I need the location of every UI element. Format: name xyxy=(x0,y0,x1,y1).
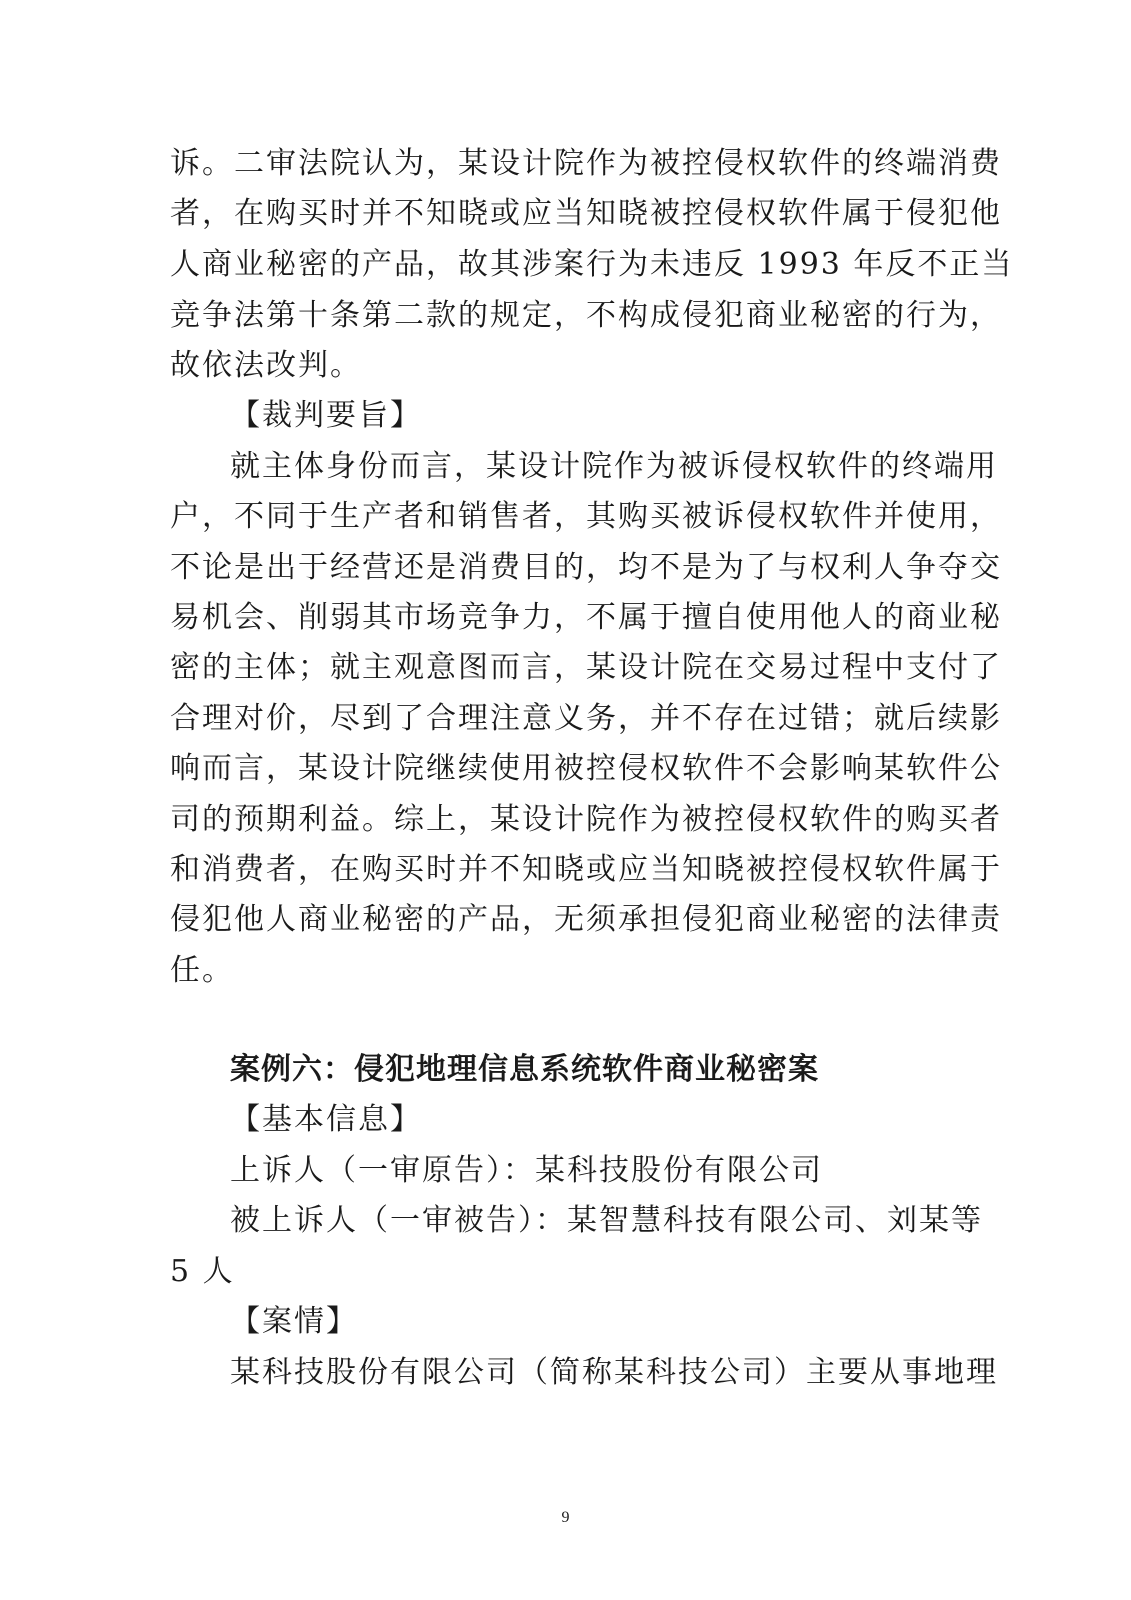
body-text-line: 者，在购买时并不知晓或应当知晓被控侵权软件属于侵犯他 xyxy=(170,196,1002,231)
body-text-line: 任。 xyxy=(170,953,234,988)
body-text-line: 故依法改判。 xyxy=(170,348,362,383)
body-text-line: 司的预期利益。综上，某设计院作为被控侵权软件的购买者 xyxy=(170,802,1002,837)
body-text-line: 和消费者，在购买时并不知晓或应当知晓被控侵权软件属于 xyxy=(170,852,1002,887)
body-text-line: 易机会、削弱其市场竞争力，不属于擅自使用他人的商业秘 xyxy=(170,600,1002,635)
appellee-line-continuation: 5 人 xyxy=(170,1254,235,1289)
body-text-line: 诉。二审法院认为，某设计院作为被控侵权软件的终端消费 xyxy=(170,146,1002,181)
body-text-line: 不论是出于经营还是消费目的，均不是为了与权利人争夺交 xyxy=(170,550,1002,585)
body-text-line: 户，不同于生产者和销售者，其购买被诉侵权软件并使用， xyxy=(170,499,1002,534)
page-number: 9 xyxy=(561,1509,570,1526)
appellant-line: 上诉人（一审原告）：某科技股份有限公司 xyxy=(230,1153,823,1188)
body-text-line: 就主体身份而言，某设计院作为被诉侵权软件的终端用 xyxy=(230,449,998,484)
section-label-basic-info: 【基本信息】 xyxy=(230,1102,422,1137)
section-label-case-facts: 【案情】 xyxy=(230,1304,358,1339)
body-text-line: 竞争法第十条第二款的规定，不构成侵犯商业秘密的行为， xyxy=(170,298,1002,333)
case-six-heading: 案例六：侵犯地理信息系统软件商业秘密案 xyxy=(230,1052,819,1087)
body-text-line: 密的主体；就主观意图而言，某设计院在交易过程中支付了 xyxy=(170,650,1002,685)
appellee-line: 被上诉人（一审被告）：某智慧科技有限公司、刘某等 xyxy=(230,1203,983,1238)
body-text-line: 合理对价，尽到了合理注意义务，并不存在过错；就后续影 xyxy=(170,701,1002,736)
body-text-line: 侵犯他人商业秘密的产品，无须承担侵犯商业秘密的法律责 xyxy=(170,902,1002,937)
section-label-ruling-gist: 【裁判要旨】 xyxy=(230,398,422,433)
body-text-line: 响而言，某设计院继续使用被控侵权软件不会影响某软件公 xyxy=(170,751,1002,786)
body-text-line: 人商业秘密的产品，故其涉案行为未违反 1993 年反不正当 xyxy=(170,247,1014,282)
body-text-line: 某科技股份有限公司（简称某科技公司）主要从事地理 xyxy=(230,1355,998,1390)
